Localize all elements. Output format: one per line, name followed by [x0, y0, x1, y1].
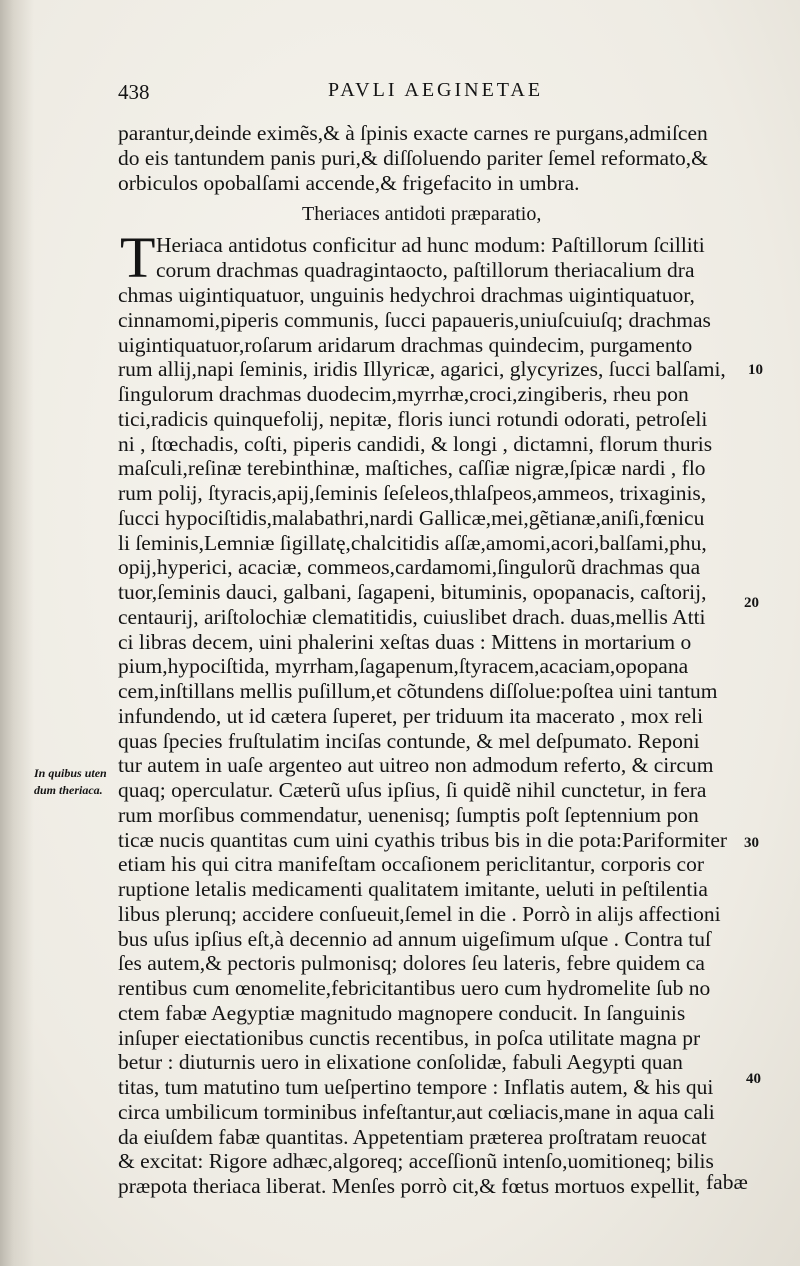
text-line: ſingulorum drachmas duodecim,myrrhæ,croci,zingiberis, rheu pon — [118, 382, 689, 406]
gutter-shadow — [0, 0, 34, 1266]
text-line: ſucci hypociſtidis,malabathri,nardi Gallicæ,mei,gẽtianæ,aniſi,fœnicu — [118, 506, 705, 530]
page-header — [118, 76, 678, 108]
text-line: ni , ſtœchadis, coſti, piperis candidi, & longi , dictamni, florum thuris — [118, 432, 713, 456]
text-line: cinnamomi,piperis communis, ſucci papaueris,uniuſcuiuſq; drachmas — [118, 308, 711, 332]
text-line: do eis tantundem panis puri,& diſſoluendo pariter ſemel reformato,& — [118, 146, 708, 170]
line-number: 30 — [744, 835, 759, 851]
text-line: quaq; operculatur. Cæterũ uſus ipſius, ſi quidẽ nihil cunctetur, in fera — [118, 778, 707, 802]
text-line: uigintiquatuor,roſarum aridarum drachmas quindecim, purgamento — [118, 333, 693, 357]
text-line: bus uſus ipſius eſt,à decennio ad annum uigeſimum uſque . Contra tuſ — [118, 927, 711, 951]
text-line: circa umbilicum torminibus infeſtantur,aut cœliacis,mane in aqua cali — [118, 1100, 715, 1124]
text-line: ticæ nucis quantitas cum uini cyathis tribus bis in die pota:Pariformiter — [118, 828, 728, 852]
running-head: PAVLI AEGINETAE — [328, 79, 544, 101]
text-line: ci libras decem, uini phalerini xeſtas duas : Mittens in mortarium o — [118, 630, 692, 654]
text-line: opij,hyperici, acaciæ, commeos,cardamomi,ſingulorũ drachmas qua — [118, 555, 701, 579]
drop-cap: T — [120, 225, 156, 290]
text-line: Heriaca antidotus conficitur ad hunc modum: Paſtillorum ſcilliti — [156, 233, 705, 257]
text-line: da eiuſdem fabæ quantitas. Appetentiam præterea proſtratam reuocat — [118, 1125, 707, 1149]
text-line: orbiculos opobalſami accende,& frigefacito in umbra. — [118, 171, 580, 195]
page-number: 438 — [118, 80, 150, 104]
text-line: ruptione letalis medicamenti qualitatem imitante, ueluti in peſtilentia — [118, 877, 708, 901]
text-line: præpota theriaca liberat. Menſes porrò cit,& fœtus mortuos expellit, — [118, 1174, 701, 1198]
text-line: centaurij, ariſtolochiæ clematitidis, cuiuslibet drach. duas,mellis Atti — [118, 605, 706, 629]
text-line: quas ſpecies fruſtulatim inciſas contunde, & mel deſpumato. Reponi — [118, 729, 700, 753]
text-line: pium,hypociſtida, myrrham,ſagapenum,ſtyracem,acaciam,opopana — [118, 654, 689, 678]
text-line: cem,inſtillans mellis puſillum,et cõtundens diſſolue:poſtea uini tantum — [118, 679, 718, 703]
text-line: tici,radicis quinquefolij, nepitæ, floris iunci rotundi odorati, petroſeli — [118, 407, 708, 431]
line-number: 20 — [744, 595, 759, 611]
text-line: chmas uigintiquatuor, unguinis hedychroi drachmas uigintiquatuor, — [118, 283, 695, 307]
text-line: ſes autem,& pectoris pulmonisq; dolores ſeu lateris, febre quidem ca — [118, 951, 705, 975]
line-number: 40 — [746, 1071, 761, 1087]
marginal-note-line: dum theriaca. — [34, 783, 103, 797]
text-line: infundendo, ut id cætera ſuperet, per triduum ita macerato , mox reli — [118, 704, 704, 728]
text-line: etiam his qui citra manifeſtam occaſionem periclitantur, corporis cor — [118, 852, 704, 876]
text-line: tur autem in uaſe argenteo aut uitreo non admodum referto, & circum — [118, 753, 714, 777]
text-line: corum drachmas quadragintaocto, paſtillorum theriacalium dra — [156, 258, 695, 282]
text-line: li ſeminis,Lemniæ ſigillatę,chalcitidis aſſæ,amomi,acori,balſami,phu, — [118, 531, 707, 555]
text-line: maſculi,reſinæ terebinthinæ, maſtiches, caſſiæ nigræ,ſpicæ nardi , flo — [118, 456, 706, 480]
text-line: inſuper eiectationibus cunctis recentibus, in poſca utilitate magna pr — [118, 1026, 701, 1050]
text-line: titas, tum matutino tum ueſpertino tempore : Inflatis autem, & his qui — [118, 1075, 714, 1099]
catchword: fabæ — [706, 1170, 748, 1194]
section-heading: Theriaces antidoti præparatio, — [302, 203, 542, 225]
text-line: ctem fabæ Aegyptiæ magnitudo magnopere conducit. In ſanguinis — [118, 1001, 686, 1025]
text-line: & excitat: Rigore adhæc,algoreq; acceſſionũ intenſo,uomitioneq; bilis — [118, 1149, 714, 1173]
text-line: rentibus cum œnomelite,febricitantibus uero cum hydromelite ſub no — [118, 976, 711, 1000]
marginal-note-line: In quibus uten — [34, 766, 107, 780]
text-line: parantur,deinde eximẽs,& à ſpinis exacte carnes re purgans,admiſcen — [118, 121, 708, 145]
text-line: rum allij,napi ſeminis, iridis Illyricæ, agarici, glycyrizes, ſucci balſami, — [118, 357, 726, 381]
text-line: libus plerunq; accidere conſueuit,ſemel in die . Porrò in alijs affectioni — [118, 902, 721, 926]
text-line: rum polij, ſtyracis,apij,ſeminis ſeſeleos,thlaſpeos,ammeos, trixaginis, — [118, 481, 707, 505]
text-line: betur : diuturnis uero in elixatione conſolidæ, fabuli Aegypti quan — [118, 1050, 683, 1074]
text-line: tuor,ſeminis dauci, galbani, ſagapeni, bituminis, opopanacis, caſtorij, — [118, 580, 707, 604]
line-number: 10 — [748, 362, 763, 378]
text-line: rum morſibus commendatur, uenenisq; ſumptis poſt ſeptennium pon — [118, 803, 699, 827]
